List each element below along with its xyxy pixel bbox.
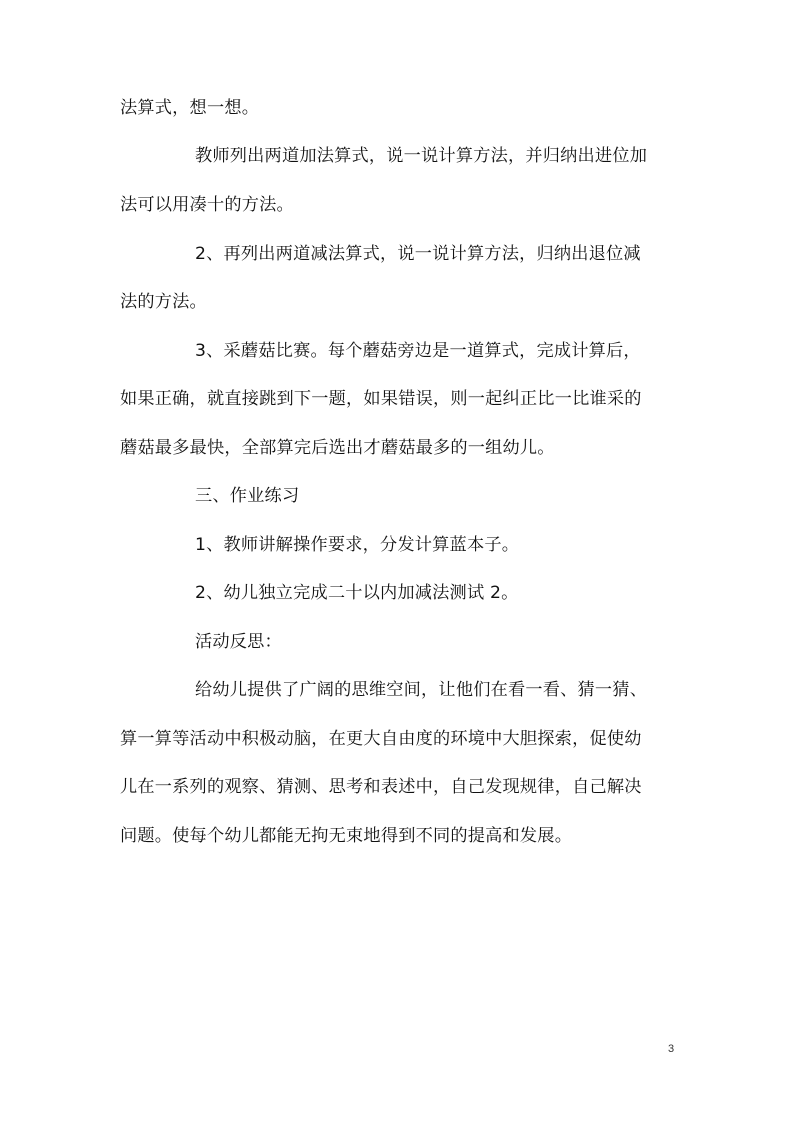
text-line: 2、再列出两道减法算式，说一说计算方法，归纳出退位减 (195, 244, 641, 264)
text-line: 问题。使每个幼儿都能无拘无束地得到不同的提高和发展。 (120, 826, 573, 846)
text-line: 法算式，想一想。 (120, 98, 260, 118)
text-line: 3、采蘑菇比赛。每个蘑菇旁边是一道算式，完成计算后， (195, 341, 641, 361)
text-line: 蘑菇最多最快，全部算完后选出才蘑菇最多的一组幼儿。 (120, 438, 555, 458)
text-line: 法可以用凑十的方法。 (120, 195, 294, 215)
text-line: 给幼儿提供了广阔的思维空间，让他们在看一看、猜一猜、 (195, 680, 648, 700)
text-line: 1、教师讲解操作要求，分发计算蓝本子。 (195, 535, 520, 555)
text-line: 法的方法。 (120, 292, 207, 312)
text-line: 如果正确，就直接跳到下一题，如果错误，则一起纠正比一比谁采的 (120, 389, 642, 409)
text-line: 儿在一系列的观察、猜测、思考和表述中，自己发现规律，自己解决 (120, 777, 642, 797)
text-line: 算一算等活动中积极动脑，在更大自由度的环境中大胆探索，促使幼 (120, 729, 642, 749)
text-line: 2、幼儿独立完成二十以内加减法测试 2。 (195, 583, 519, 603)
page-number: 3 (668, 1043, 675, 1055)
text-line: 教师列出两道加法算式，说一说计算方法，并归纳出进位加 (195, 146, 648, 166)
section-heading: 活动反思： (195, 632, 282, 652)
section-heading: 三、作业练习 (195, 486, 300, 506)
